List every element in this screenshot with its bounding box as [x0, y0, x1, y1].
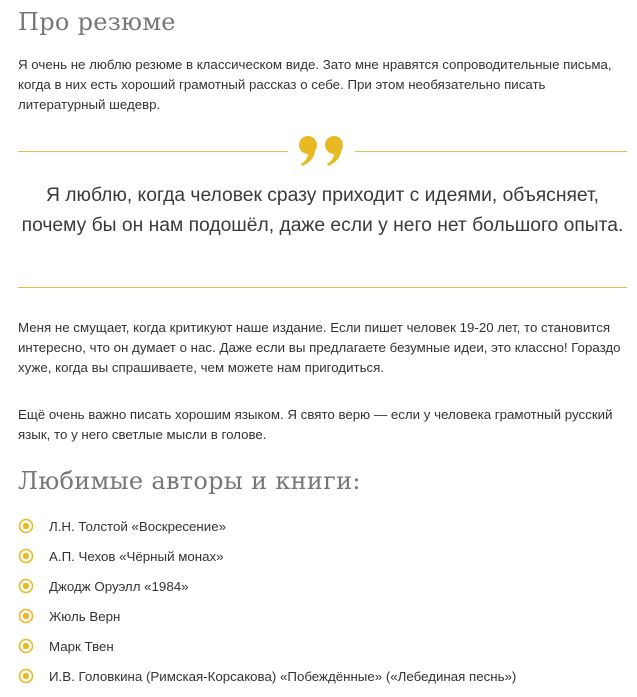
quote-text: Я люблю, когда человек сразу приходит с идеями, объясняет, почему бы он нам подошёл, даже если у него нет большого опыта.: [21, 185, 624, 236]
book-label: А.П. Чехов «Чёрный монах»: [49, 548, 224, 564]
list-item: [18, 541, 627, 571]
bullet-icon: [18, 518, 34, 534]
bullet-icon: [18, 638, 34, 654]
book-label: Жюль Верн: [49, 608, 121, 624]
section-title-books: Любимые авторы и книги:: [18, 467, 361, 495]
bullet-icon: [18, 578, 34, 594]
quote-marks-icon: [297, 135, 349, 167]
book-label: И.В. Головкина (Римская-Корсакова) «Побеждённые» («Лебединая песнь»): [49, 668, 517, 684]
resume-paragraph: Я очень не люблю резюме в классическом виде. Зато мне нравятся сопроводительные письма, когда в них есть хороший грамотный рассказ о себе. При этом необязательно писать литературный шедевр.: [18, 57, 612, 112]
body-paragraph-criticism: Меня не смущает, когда критикуют наше издание. Если пишет человек 19-20 лет, то становится интересно, что он думает о нас. Даже если вы предлагаете безумные идеи, это классно! Гораздо хуже, когда вы спрашиваете, чем можете нам пригодиться.: [18, 320, 621, 375]
quote-divider-right: [355, 151, 627, 152]
books-list: [18, 511, 627, 691]
list-item: [18, 661, 627, 691]
list-item: [18, 601, 627, 631]
quote-divider-left: [18, 151, 288, 152]
list-item: [18, 631, 627, 661]
section-title-resume: Про резюме: [18, 8, 176, 36]
quote-divider-bottom: [18, 287, 627, 288]
body-paragraph-language: Ещё очень важно писать хорошим языком. Я свято верю — если у человека грамотный русский язык, то у него светлые мысли в голове.: [18, 407, 613, 442]
list-item: [18, 511, 627, 541]
bullet-icon: [18, 608, 34, 624]
bullet-icon: [18, 548, 34, 564]
book-label: Л.Н. Толстой «Воскресение»: [49, 518, 226, 534]
book-label: Марк Твен: [49, 638, 114, 654]
bullet-icon: [18, 668, 34, 684]
list-item: [18, 571, 627, 601]
book-label: Джодж Оруэлл «1984»: [49, 578, 189, 594]
